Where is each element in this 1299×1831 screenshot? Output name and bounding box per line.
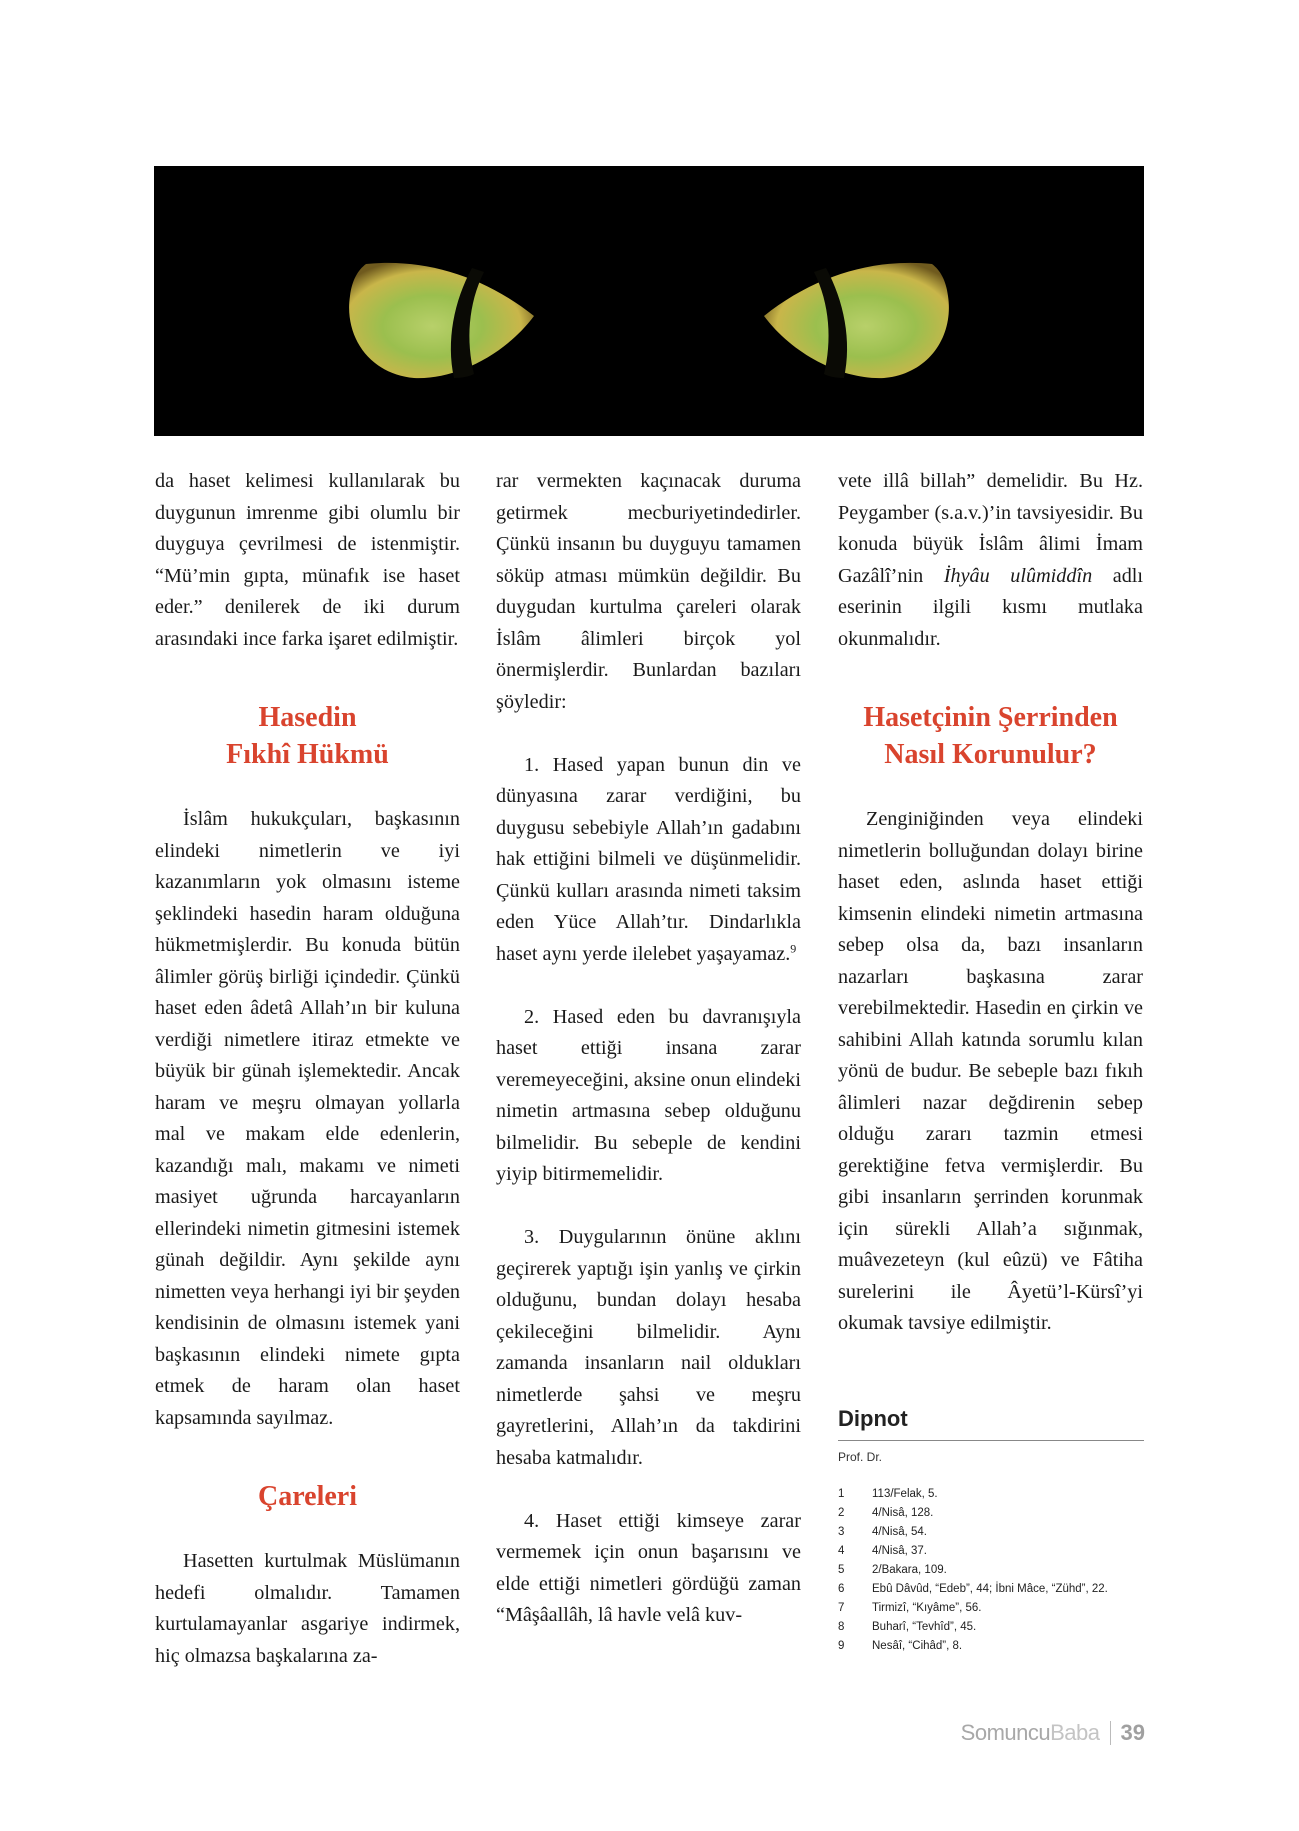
col3-paragraph-2: Zenginiğinden veya elindeki nimetlerin bolluğundan dolayı birine haset eden, aslında haset ettiği kimsenin elindeki nimetin artmasına sebep olsa da, bazı insanların nazarları başkasına zarar verebilmektedir. Hasedin en çirkin ve sahibini Allah katında sorumlu kılan yönü de budur. Be sebeple bazı fıkıh âlimleri nazar değdirenin sebep olduğu zararı tazmin etmesi gerektiğine fetva vermişlerdir. Bu gibi insanların şerrinden korunmak için sürekli Allah’a sığınmak, muâvezeteyn (kul eûzü) ve Fâtiha surelerini ile Âyetü’l-Kürsî’yi okumak tavsiye edilmiştir. — [838, 808, 1143, 1334]
footnotes-list — [838, 1485, 1144, 1656]
footnotes-title: Dipnot — [838, 1406, 908, 1431]
heading-hasetcinin-serrinden — [838, 699, 1143, 773]
col1-paragraph-3: Hasetten kurtulmak Müslümanın hedefi olmalıdır. Tamamen kurtulamayanlar asgariye indirmek, hiç olmazsa başkalarına za- — [155, 1550, 460, 1667]
footnote-number: 4 — [838, 1545, 845, 1557]
heading-careleri: Çareleri — [258, 1480, 357, 1512]
footnote-text: Nesâî, “Cihâd”, 8. — [872, 1640, 963, 1652]
text-column-3 — [838, 466, 1143, 1340]
page-number: 39 — [1120, 1720, 1145, 1745]
footnote-text: 4/Nisâ, 37. — [872, 1545, 927, 1557]
heading-line-2: Fıkhî Hükmü — [226, 738, 389, 770]
col2-item-4: 4. Haset ettiği kimseye zarar vermemek için onun başarısını ve elde ettiği nimetleri gördüğü zaman “Mâşâallâh, lâ havle velâ kuv- — [496, 1509, 801, 1626]
col2-item-1 — [496, 750, 801, 971]
hero-image-cat-eyes — [154, 166, 1144, 436]
footnote-item — [838, 1599, 1144, 1618]
footnote-text: Buharî, “Tevhîd”, 45. — [872, 1621, 977, 1633]
footnote-item — [838, 1637, 1144, 1656]
footnote-text: 2/Bakara, 109. — [872, 1564, 947, 1576]
heading-line-2: Nasıl Korunulur? — [884, 738, 1097, 770]
col2-item-3: 3. Duygularının önüne aklını geçirerek yaptığı işin yanlış ve çirkin olduğunu, bundan dolayı hesaba çekileceğini bilmelidir. Aynı zamanda insanların nail oldukları nimetlerde şahsi ve meşru gayretlerini, Allah’ın da takdirini hesaba katmalıdır. — [496, 1226, 801, 1469]
footnote-text: Ebû Dâvûd, “Edeb”, 44; İbni Mâce, “Zühd”, 22. — [872, 1583, 1108, 1595]
col2-item-2: 2. Hased eden bu davranışıyla haset ettiği insana zarar veremeyeceğini, aksine onun elindeki nimetin artmasına sebep olduğunu bilmelidir. Bu sebeple de kendini yiyip bitirmemelidir. — [496, 1005, 801, 1185]
brand-logo-baba: Baba — [1050, 1720, 1100, 1745]
col2-item-1-text: 1. Hased yapan bunun din ve dünyasına zarar verdiğini, bu duygusu sebebiyle Allah’ın gadabını hak ettiğini bilmeli ve düşünmelidir. Çünkü kulları arasında nimeti taksim eden Yüce Allah’tır. Dindarlıkla haset aynı yerde ilelebet yaşayamaz. — [496, 753, 801, 965]
footnote-item — [838, 1561, 1144, 1580]
heading-line-1: Hasedin — [258, 701, 357, 733]
footnote-number: 7 — [838, 1602, 845, 1614]
footnote-ref-9: 9 — [790, 940, 797, 955]
footnotes-author: Prof. Dr. — [838, 1450, 883, 1464]
book-title-ihyau: İhyâu ulûmiddîn — [943, 564, 1093, 587]
heading-line-1: Hasetçinin Şerrinden — [863, 701, 1118, 733]
footnote-item — [838, 1618, 1144, 1637]
footnotes-divider — [838, 1440, 1144, 1441]
footnote-number: 1 — [838, 1488, 845, 1500]
footnote-number: 5 — [838, 1564, 845, 1576]
col1-paragraph-2: İslâm hukukçuları, başkasının elindeki nimetlerin ve iyi kazanımların yok olmasını isteme şeklindeki hasedin haram olduğuna hükmetmişlerdir. Bu konuda bütün âlimler görüş birliği içindedir. Çünkü haset eden âdetâ Allah’ın bir kuluna verdiği nimetlere itiraz etmekte ve büyük bir günah işlemektedir. Ancak haram ve meşru olmayan yollarla mal ve makam elde edenlerin, kazandığı malı, makamı ve nimeti masiyet uğrunda harcayanların ellerindeki nimetin gitmesini istemek günah değildir. Aynı şekilde aynı nimetten veya herhangi iyi bir şeyden kendisinin de olmasını istemek yani başkasının elindeki nimete gıpta etmek de haram olan haset kapsamında sayılmaz. — [155, 808, 460, 1429]
brand-logo-somuncu: Somuncu — [960, 1720, 1051, 1745]
footnote-number: 6 — [838, 1583, 845, 1595]
col2-paragraph-1: rar vermekten kaçınacak duruma getirmek mecburiyetindedirler. Çünkü insanın bu duyguyu tamamen söküp atması mümkün değildir. Bu duygudan kurtulma çareleri olarak İslâm âlimleri birçok yol önermişlerdir. Bunlardan bazıları şöyledir: — [496, 470, 801, 713]
heading-hasedin-fikhi-hukmu — [155, 699, 460, 773]
col3-paragraph-1 — [838, 466, 1143, 655]
footnote-number: 3 — [838, 1526, 845, 1538]
text-column-1 — [155, 466, 460, 1672]
footnote-item — [838, 1580, 1144, 1599]
footnotes — [838, 1404, 1144, 1656]
footnote-number: 2 — [838, 1507, 845, 1519]
footnote-text: 4/Nisâ, 54. — [872, 1526, 927, 1538]
col3-paragraph-1-b: adlı eserinin ilgili kısmı mutlaka okunmalıdır. — [838, 564, 1144, 650]
footnote-item — [838, 1542, 1144, 1561]
col1-paragraph-1: da haset kelimesi kullanılarak bu duygunun imrenme gibi olumlu bir duyguya çevrilmesi de istenmiştir. “Mü’min gıpta, münafık ise haset eder.” denilerek de iki durum arasındaki ince farka işaret edilmiştir. — [155, 470, 460, 650]
footnote-text: 113/Felak, 5. — [872, 1488, 938, 1500]
footer-divider — [1110, 1721, 1111, 1745]
footnote-text: 4/Nisâ, 128. — [872, 1507, 934, 1519]
footnote-item — [838, 1485, 1144, 1504]
page-footer — [961, 1720, 1145, 1746]
text-column-2 — [496, 466, 801, 1632]
footnote-item — [838, 1504, 1144, 1523]
footnote-number: 9 — [838, 1640, 845, 1652]
cat-eyes-illustration — [154, 166, 1144, 436]
footnote-text: Tirmizî, “Kıyâme”, 56. — [872, 1602, 982, 1614]
footnote-number: 8 — [838, 1621, 845, 1633]
footnote-item — [838, 1523, 1144, 1542]
col3-paragraph-1-a: vete illâ billah” demelidir. Bu Hz. Peygamber (s.a.v.)’in tavsiyesidir. Bu konuda büyük İslâm âlimi İmam Gazâlî’nin — [838, 470, 1143, 587]
